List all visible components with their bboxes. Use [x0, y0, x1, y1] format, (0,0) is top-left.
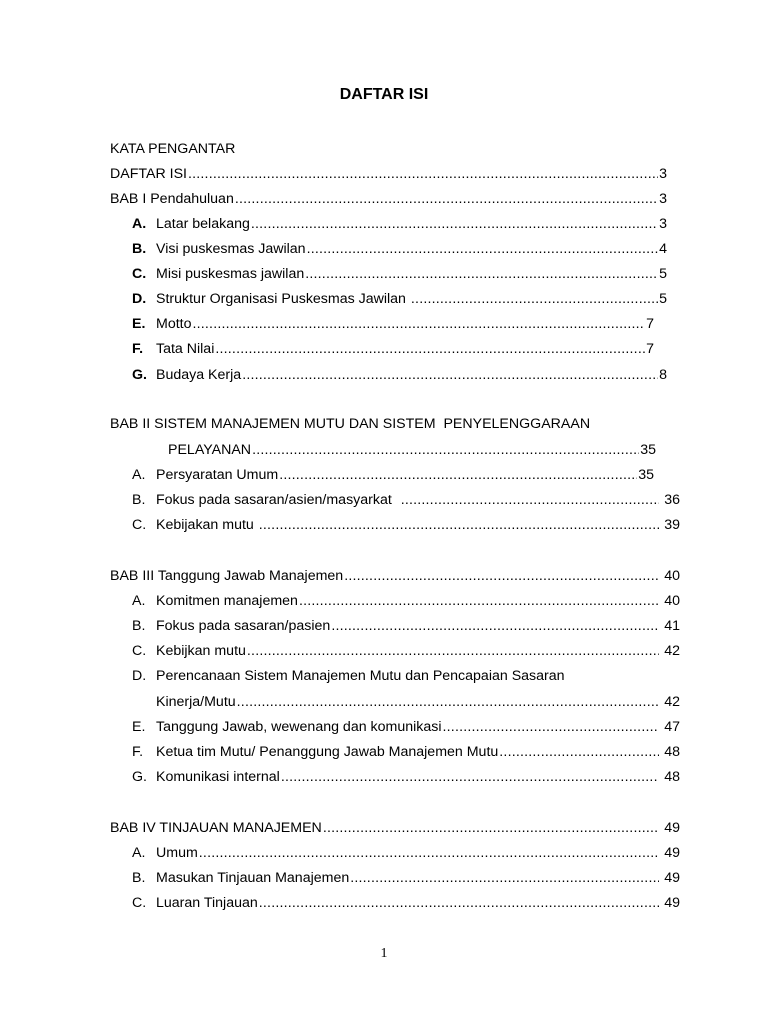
toc-entry	[132, 591, 680, 611]
dot-leader	[350, 868, 659, 888]
toc-entry-page: 3	[659, 191, 667, 207]
toc-entry-text: Ketua tim Mutu/ Penanggung Jawab Manajemen Mutu	[156, 744, 499, 760]
toc-entry-letter: C.	[132, 517, 147, 533]
toc-entry-page: 40	[660, 568, 680, 584]
toc-entry-text: Fokus pada sasaran/asien/masyarkat	[156, 492, 400, 508]
toc-entry-letter: E.	[132, 719, 146, 735]
toc-entry-page: 36	[660, 492, 680, 508]
toc-entry-letter: B.	[132, 618, 146, 634]
toc-entry-text: Umum	[156, 845, 198, 861]
toc-entry-letter: B.	[132, 870, 146, 886]
toc-entry	[132, 666, 680, 686]
toc-entry-page: 49	[660, 820, 680, 836]
dot-leader	[192, 314, 645, 334]
toc-entry-letter: G.	[132, 367, 147, 383]
toc-entry-text: PELAYANAN	[168, 442, 252, 458]
toc-entry-letter: F.	[132, 341, 144, 357]
toc-entry-page: 42	[660, 694, 680, 710]
toc-entry-page: 3	[659, 216, 667, 232]
dot-leader	[199, 843, 659, 863]
toc-entry-text: Latar belakang	[156, 216, 250, 232]
dot-leader	[279, 465, 637, 485]
toc-entry	[132, 314, 654, 334]
toc-entry	[110, 414, 670, 434]
toc-entry	[132, 239, 667, 259]
toc-entry-text: BAB II SISTEM MANAJEMEN MUTU DAN SISTEM PENYELENGGARAAN	[110, 416, 591, 432]
toc-entry-page: 48	[660, 769, 680, 785]
toc-entry	[132, 893, 680, 913]
toc-entry	[132, 490, 680, 510]
toc-entry	[110, 818, 680, 838]
toc-entry-letter: E.	[132, 316, 146, 332]
toc-entry	[132, 742, 680, 762]
toc-entry-text: BAB III Tanggung Jawab Manajemen	[110, 568, 344, 584]
toc-entry-text: DAFTAR ISI	[110, 166, 187, 182]
toc-entry-page: 35	[638, 467, 654, 483]
toc-entry	[132, 465, 654, 485]
toc-entry-page: 49	[660, 845, 680, 861]
toc-entry-text: Fokus pada sasaran/pasien	[156, 618, 331, 634]
dot-leader	[443, 717, 660, 737]
toc-entry-page: 40	[660, 593, 680, 609]
page-title: DAFTAR ISI	[339, 86, 429, 103]
toc-entry-text: Tanggung Jawab, wewenang dan komunikasi	[156, 719, 442, 735]
toc-entry-page: 42	[660, 643, 680, 659]
toc-entry-text: Budaya Kerja	[156, 367, 242, 383]
dot-leader	[215, 339, 645, 359]
dot-leader	[401, 490, 660, 510]
toc-entry-letter: C.	[132, 266, 147, 282]
toc-entry-page: 49	[660, 895, 680, 911]
toc-entry	[168, 440, 656, 460]
dot-leader	[235, 189, 658, 209]
toc-entry-text: Perencanaan Sistem Manajemen Mutu dan Pencapaian Sasaran	[156, 668, 565, 684]
toc-entry-letter: D.	[132, 668, 147, 684]
dot-leader	[323, 818, 659, 838]
toc-entry	[110, 164, 667, 184]
dot-leader	[299, 591, 659, 611]
dot-leader	[344, 566, 659, 586]
toc-entry-page: 49	[660, 870, 680, 886]
page-number: 1	[380, 946, 388, 961]
dot-leader	[499, 742, 659, 762]
toc-entry	[110, 189, 667, 209]
toc-entry-letter: B.	[132, 492, 146, 508]
toc-entry	[132, 264, 667, 284]
toc-entry-text: Komunikasi internal	[156, 769, 280, 785]
dot-leader	[259, 515, 660, 535]
toc-entry-page: 39	[660, 517, 680, 533]
toc-entry-letter: C.	[132, 895, 147, 911]
dot-leader	[305, 264, 658, 284]
toc-entry	[110, 566, 680, 586]
toc-entry-text: Misi puskesmas jawilan	[156, 266, 305, 282]
toc-entry	[132, 289, 667, 309]
toc-entry-text: Masukan Tinjauan Manajemen	[156, 870, 350, 886]
toc-entry	[132, 214, 667, 234]
toc-entry-text: Kinerja/Mutu	[156, 694, 236, 710]
toc-entry-page: 4	[659, 241, 667, 257]
dot-leader	[307, 239, 659, 259]
toc-entry-page: 48	[660, 744, 680, 760]
dot-leader	[237, 692, 660, 712]
toc-entry-text: Kebijakan mutu	[156, 517, 258, 533]
toc-entry-page: 5	[659, 291, 667, 307]
toc-entry-text: KATA PENGANTAR	[110, 141, 236, 157]
toc-entry-letter: F.	[132, 744, 144, 760]
toc-entry	[132, 717, 680, 737]
toc-entry-text: Luaran Tinjauan	[156, 895, 258, 911]
toc-entry	[132, 365, 667, 385]
toc-entry-text: Motto	[156, 316, 192, 332]
dot-leader	[331, 616, 659, 636]
dot-leader	[281, 767, 659, 787]
toc-entry-page: 7	[646, 341, 654, 357]
toc-entry-text: Tata Nilai	[156, 341, 215, 357]
toc-entry	[132, 843, 680, 863]
dot-leader	[247, 641, 659, 661]
dot-leader	[259, 893, 660, 913]
toc-entry-page: 47	[660, 719, 680, 735]
toc-entry-text: Komitmen manajemen	[156, 593, 298, 609]
dot-leader	[242, 365, 658, 385]
toc-entry-letter: C.	[132, 643, 147, 659]
toc-entry-page: 3	[659, 166, 667, 182]
toc-entry	[132, 616, 680, 636]
toc-entry-text: Persyaratan Umum	[156, 467, 279, 483]
toc-entry-letter: A.	[132, 845, 146, 861]
toc-entry-letter: G.	[132, 769, 147, 785]
toc-entry-page: 41	[660, 618, 680, 634]
toc-entry	[132, 868, 680, 888]
dot-leader	[188, 164, 658, 184]
toc-entry-page: 7	[646, 316, 654, 332]
toc-entry-text: Struktur Organisasi Puskesmas Jawilan	[156, 291, 410, 307]
toc-entry	[132, 767, 680, 787]
toc-entry	[132, 515, 680, 535]
toc-entry-letter: B.	[132, 241, 147, 257]
toc-entry-letter: D.	[132, 291, 147, 307]
toc-entry	[132, 641, 680, 661]
toc-entry-letter: A.	[132, 467, 146, 483]
toc-entry-page: 5	[659, 266, 667, 282]
toc-entry	[156, 692, 680, 712]
dot-leader	[251, 214, 658, 234]
toc-entry-letter: A.	[132, 593, 146, 609]
toc-entry-text: BAB IV TINJAUAN MANAJEMEN	[110, 820, 322, 836]
toc-entry-letter: A.	[132, 216, 147, 232]
toc-entry	[132, 339, 654, 359]
toc-entry-text: Kebijkan mutu	[156, 643, 246, 659]
dot-leader	[411, 289, 658, 309]
toc-entry-text: Visi puskesmas Jawilan	[156, 241, 306, 257]
dot-leader	[252, 440, 639, 460]
toc-entry	[110, 139, 660, 159]
toc-entry-page: 8	[659, 367, 667, 383]
toc-entry-text: BAB I Pendahuluan	[110, 191, 234, 207]
toc-entry-page: 35	[640, 442, 656, 458]
